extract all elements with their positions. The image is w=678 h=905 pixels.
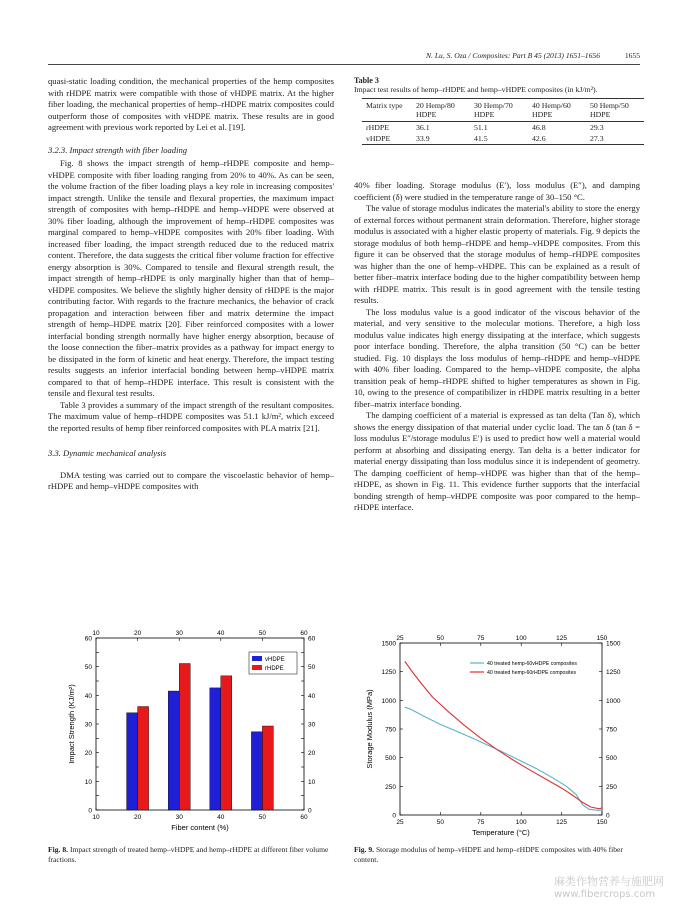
- fig9-chart: [354, 627, 640, 837]
- watermark-line-1: 麻类作物营养与施肥网: [554, 875, 664, 888]
- x-tick-label: 125: [556, 819, 568, 826]
- x-tick-label: 10: [92, 814, 100, 821]
- x-tick-label-top: 75: [477, 635, 485, 642]
- bar-vHDPE-20: [127, 713, 138, 810]
- legend-label-vHDPE: vHDPE: [265, 657, 285, 663]
- legend-swatch-rHDPE: [252, 665, 262, 670]
- x-tick-label: 75: [477, 819, 485, 826]
- paragraph-loss-modulus: The loss modulus value is a good indicator of the viscous behavior of the material, and very sensitive to the molecular motions. Therefore, a high loss modulus value indicates high energy dissipating at the interface, which suggests poor interface bonding. Therefore, the alpha transition (50 °C) can be better studied. Fig. 10 displays the loss modulus of hemp–rHDPE and hemp–vHDPE with 40% fiber loading. Compared to the hemp–vHDPE composite, the alpha transition peak of hemp–rHDPE shifted to higher temperatures as shown in Fig. 10, owing to the presence of compatibilizer in rHDPE matrix resulting in a better fiber–matrix interface bonding.: [354, 306, 640, 409]
- table-3: [354, 76, 640, 145]
- table-cell: vHDPE: [366, 134, 391, 143]
- table-header-cell: 50 Hemp/50 HDPE: [590, 101, 629, 119]
- y-tick-label-right: 1250: [606, 669, 621, 677]
- left-column: [48, 76, 334, 493]
- x-tick-label-top: 20: [133, 630, 142, 637]
- legend-label-0: 40 treated hemp-60vHDPE composites: [487, 661, 577, 668]
- fig9-caption-label: Fig. 9.: [354, 845, 375, 854]
- y-tick-label: 40: [84, 692, 92, 700]
- table-header-cell: 30 Hemp/70 HDPE: [474, 101, 513, 119]
- fig8-caption-text: Impact strength of treated hemp–vHDPE and hemp–rHDPE at different fiber volume fractions.: [48, 845, 329, 864]
- header-rule: [48, 64, 640, 65]
- paragraph-impact-1: Fig. 8 shows the impact strength of hemp–rHDPE composite and hemp–vHDPE composite with fiber loading ranging from 20% to 40%. As can be seen, the volume fraction of the fiber loading plays a key role in increasing composites' impact strength. Unlike the tensile and flexural properties, the maximum impact strength of composites with hemp–rHDPE and hemp–vHDPE were observed at 30% fiber loading, although the improvement of hemp–rHDPE composites was marginal compared to hemp–vHDPE composites with 20% fiber loading. With increased fiber loading, the impact strength reduced due to the reduced matrix content. Therefore, the data suggests the critical fiber volume fraction for effective energy absorption is 30%. Compared to tensile and flexural strength result, the impact strength of hemp–rHDPE is only marginally higher than that of hemp–vHDPE composites. We believe the slightly higher density of rHDPE is the major contributing factor. With regards to the fracture mechanics, the behavior of crack propagation and interaction between fiber and matrix determine the impact strength of hemp–HDPE matrix [20]. Fiber reinforced composites with a lower interfacial bonding strength normally have higher energy absorption, because of the loose connection the fiber–matrix provides as a pathway for impact energy to be dissipated in the form of kinetic and heat energy. Therefore, the impact testing results suggests an inferior interfacial bonding between hemp–vHDPE matrix compared to that of hemp–rHDPE interface. This result is consistent with the tensile and flexural test results.: [48, 158, 334, 398]
- table-cell: 27.3: [590, 134, 604, 143]
- y-tick-label-right: 50: [308, 664, 316, 672]
- bar-vHDPE-50: [251, 732, 262, 810]
- table-header-cell: 40 Hemp/60 HDPE: [532, 101, 571, 119]
- x-tick-label-top: 40: [217, 630, 225, 637]
- y-tick-label-right: 30: [308, 721, 316, 729]
- figure-9-caption: [354, 845, 644, 865]
- table-row: [362, 133, 644, 145]
- y-tick-label: 50: [84, 664, 92, 672]
- paragraph-storage-modulus: The value of storage modulus indicates the material's ability to store the energy of external forces without permanent strain deformation. Therefore, higher storage modulus is associated with a higher elastic property of materials. Fig. 9 depicts the storage modulus of both hemp–rHDPE and hemp–vHDPE composites. From this figure it can be observed that the storage modulus of hemp–rHDPE composites was higher than the one of hemp–vHDPE. This can be explained as a result of better fiber–matrix interface boding due to the higher compatibility between hemp with rHDPE matrix. This result is in good agreement with the tensile testing results.: [354, 203, 640, 305]
- x-tick-label-top: 60: [300, 630, 308, 637]
- y-tick-label-right: 500: [606, 755, 617, 763]
- x-tick-label: 50: [258, 814, 267, 821]
- x-tick-label-top: 150: [596, 635, 608, 642]
- y-tick-label: 1000: [381, 697, 396, 705]
- paragraph-dma-1: DMA testing was carried out to compare the viscoelastic behavior of hemp–rHDPE and hemp–vHDPE composites with: [48, 469, 334, 491]
- x-tick-label-top: 10: [92, 630, 100, 637]
- table-cell: 33.9: [416, 134, 430, 143]
- legend-swatch-vHDPE: [252, 656, 262, 661]
- y-tick-label-right: 20: [308, 750, 316, 758]
- y-tick-label: 1250: [381, 669, 396, 677]
- bar-rHDPE-50: [262, 726, 273, 810]
- paragraph-dma-2: 40% fiber loading. Storage modulus (E′), loss modulus (E″), and damping coefficient (δ) were studied in the temperature range of 30–150 °C.: [354, 180, 640, 202]
- bar-vHDPE-40: [210, 688, 221, 810]
- y-tick-label: 0: [392, 812, 396, 820]
- y-tick-label-right: 0: [606, 812, 610, 820]
- y-tick-label: 60: [84, 635, 92, 643]
- table-cell: rHDPE: [366, 123, 389, 132]
- x-axis-label: Temperature (°C): [472, 828, 530, 837]
- fig8-chart: [48, 622, 334, 840]
- running-header: [48, 51, 640, 63]
- y-tick-label: 10: [84, 778, 92, 786]
- section-heading-3-3: 3.3. Dynamic mechanical analysis: [48, 448, 167, 458]
- section-heading-3-2-3: 3.2.3. Impact strength with fiber loading: [48, 144, 188, 155]
- y-tick-label: 30: [84, 721, 92, 729]
- table-cell: 42.6: [532, 134, 546, 143]
- y-tick-label-right: 1000: [606, 697, 621, 705]
- table-cell: 36.1: [416, 123, 430, 132]
- x-tick-label-top: 50: [258, 630, 267, 637]
- y-tick-label-right: 60: [308, 635, 316, 643]
- x-tick-label: 30: [175, 814, 183, 821]
- impact-table: [362, 98, 644, 145]
- bar-rHDPE-20: [138, 707, 149, 810]
- table-cell: 51.1: [474, 123, 488, 132]
- running-title: N. Lu, S. Oza / Composites: Part B 45 (2013) 1651–1656: [425, 51, 600, 60]
- right-column: [354, 180, 640, 514]
- watermark-line-2: www.fibercrops.com: [554, 889, 656, 900]
- figure-9: [354, 627, 640, 837]
- figure-8: [48, 622, 334, 840]
- bar-rHDPE-40: [221, 676, 232, 810]
- table-caption: Impact test results of hemp–rHDPE and hemp–vHDPE composites (in kJ/m²).: [354, 85, 598, 94]
- x-tick-label-top: 30: [175, 630, 183, 637]
- table-header-cell: Matrix type: [366, 101, 403, 110]
- table-cell: 29.3: [590, 123, 604, 132]
- x-tick-label: 25: [396, 819, 404, 826]
- table-header-row: [362, 99, 644, 122]
- plot-frame: [400, 643, 602, 815]
- y-tick-label: 250: [385, 783, 396, 791]
- bar-vHDPE-30: [168, 691, 179, 810]
- figure-8-caption: [48, 845, 338, 865]
- legend-label-rHDPE: rHDPE: [265, 666, 284, 672]
- watermark: [554, 873, 664, 900]
- y-tick-label-right: 1500: [606, 640, 621, 648]
- x-tick-label: 150: [596, 819, 608, 826]
- y-tick-label-right: 750: [606, 726, 617, 734]
- fig8-caption-label: Fig. 8.: [48, 845, 69, 854]
- legend-label-1: 40 treated hemp-60rHDPE composites: [487, 670, 577, 677]
- table-label: Table 3: [354, 76, 379, 85]
- y-tick-label-right: 0: [308, 807, 312, 815]
- table-cell: 46.8: [532, 123, 546, 132]
- y-axis-label: Impact Strength (KJ/m²): [67, 684, 76, 764]
- x-tick-label-top: 100: [515, 635, 527, 642]
- bar-rHDPE-30: [179, 664, 190, 810]
- paragraph-impact-2: Table 3 provides a summary of the impact strength of the resultant composites. The maximum value of hemp–rHDPE composites was 51.1 kJ/m², which exceed the reported results of hemp fiber reinforced composites with PLA matrix [21].: [48, 399, 334, 433]
- y-tick-label: 0: [88, 807, 92, 815]
- x-tick-label: 20: [133, 814, 142, 821]
- x-tick-label: 40: [217, 814, 225, 821]
- y-tick-label-right: 40: [308, 692, 316, 700]
- x-axis-label: Fiber content (%): [171, 823, 229, 832]
- x-tick-label-top: 125: [556, 635, 568, 642]
- y-tick-label-right: 10: [308, 778, 316, 786]
- x-tick-label: 100: [515, 819, 527, 826]
- y-tick-label-right: 250: [606, 783, 617, 791]
- table-header-cell: 20 Hemp/80 HDPE: [416, 101, 455, 119]
- table-cell: 41.5: [474, 134, 488, 143]
- x-tick-label-top: 50: [436, 635, 445, 642]
- table-row: [362, 122, 644, 134]
- fig9-caption-text: Storage modulus of hemp–vHDPE and hemp–rHDPE composites with 40% fiber content.: [354, 845, 623, 864]
- y-tick-label: 20: [84, 750, 92, 758]
- y-tick-label: 1500: [381, 640, 396, 648]
- page-number: 1655: [624, 51, 640, 60]
- y-tick-label: 750: [385, 726, 396, 734]
- x-tick-label: 50: [436, 819, 445, 826]
- x-tick-label: 60: [300, 814, 308, 821]
- paragraph-damping: The damping coefficient of a material is expressed as tan delta (Tan δ), which shows the energy dissipation of that material under cyclic load. The tan δ (tan δ = loss modulus E″/storage modulus E′) is used to predict how well a material would perform at absorbing and dissipating energy. Tan delta is a better indicator for material energy dissipating than loss modulus since it is independent of geometry. The damping coefficient of hemp–vHDPE was higher than that of the hemp–rHDPE, as shown in Fig. 11. This evidence further supports that the interfacial bonding strength of hemp–vHDPE composite was poor compared to the hemp–rHDPE interface.: [354, 410, 640, 512]
- y-axis-label: Storage Modulus (MPa): [365, 689, 374, 769]
- x-tick-label-top: 25: [396, 635, 404, 642]
- y-tick-label: 500: [385, 755, 396, 763]
- paragraph-intro: quasi-static loading condition, the mechanical properties of the hemp composites with rHDPE matrix were compatible with those of vHDPE matrix. At the higher fiber loading, the mechanical properties of hemp–rHDPE matrix composites could outperform those of composites with vHDPE matrix. These results are in good agreement with previous work reported by Lei et al. [19].: [48, 76, 334, 132]
